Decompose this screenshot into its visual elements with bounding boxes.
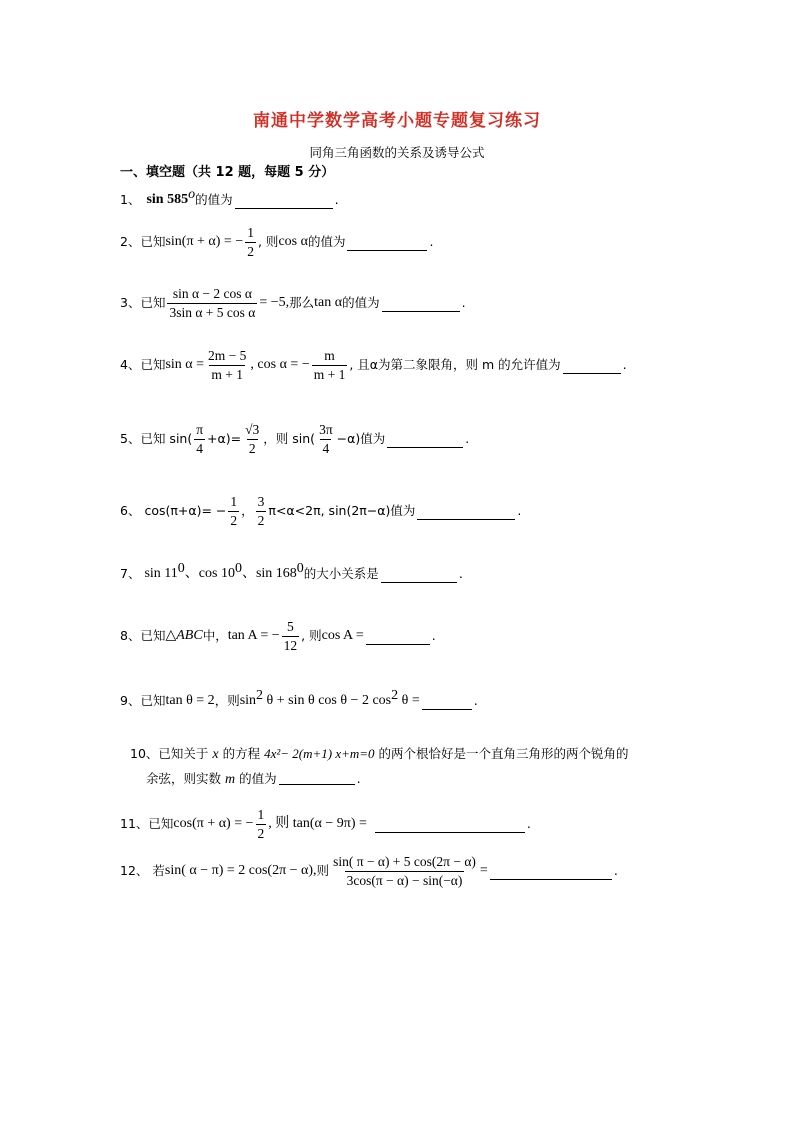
fraction [206, 349, 248, 381]
degree-mark: 0 [177, 561, 185, 576]
answer-blank[interactable] [366, 632, 430, 645]
math-expression: , cos α = − [250, 357, 310, 372]
question-number: 4、 [120, 356, 141, 372]
fraction [331, 855, 478, 887]
end-mark: . [517, 502, 522, 518]
fraction [167, 287, 257, 319]
math-expression: △ABC [165, 628, 203, 643]
numerator: 1 [247, 225, 254, 240]
answer-blank[interactable] [422, 697, 472, 710]
numerator: 5 [287, 619, 294, 634]
math-expression: π<α<2π, sin(2π−α)值为 [268, 502, 416, 518]
answer-blank[interactable] [490, 867, 612, 880]
denominator: 2 [248, 440, 256, 456]
numerator: 2m − 5 [208, 348, 247, 363]
denominator: 2 [230, 512, 238, 528]
question-12 [120, 855, 618, 887]
math-expression: , 则 tan(α − 9π) = [268, 816, 367, 831]
question-number: 12、 [120, 862, 149, 878]
math-expression: sin(π + α) = − [165, 234, 244, 249]
question-number: 2、 [120, 233, 141, 249]
question-prefix: 已知 [140, 233, 166, 249]
answer-blank[interactable] [279, 772, 355, 785]
question-number: 5、 [120, 430, 141, 446]
answer-blank[interactable] [375, 820, 525, 833]
denominator: m + 1 [313, 366, 346, 382]
page-title: 南通中学数学高考小题专题复习练习 [253, 111, 541, 131]
math-expression: 、sin 168 [241, 566, 297, 581]
question-prefix: 已知 [140, 294, 166, 310]
math-expression: sin α = [165, 357, 205, 372]
fraction [256, 808, 267, 840]
exponent: 2 [256, 688, 264, 703]
question-number: 11、 [120, 815, 149, 831]
variable: m [224, 772, 236, 787]
question-number: 9、 [120, 692, 141, 708]
math-expression: cos(π + α) = − [173, 816, 254, 831]
degree-mark: 0 [296, 561, 304, 576]
question-1 [120, 187, 339, 207]
denominator: 3sin α + 5 cos α [169, 304, 256, 320]
math-expression: sin 585 [146, 192, 189, 207]
numerator: 1 [257, 807, 265, 822]
fraction [194, 423, 205, 455]
degree-mark: o [188, 187, 196, 202]
page-subtitle: 同角三角函数的关系及诱导公式 [309, 145, 485, 160]
answer-blank[interactable] [347, 238, 427, 251]
question-text: 的大小关系是 [303, 565, 379, 581]
fraction [243, 423, 261, 455]
question-text: 则 [316, 862, 330, 878]
question-number: 7、 [120, 565, 141, 581]
question-line [130, 742, 690, 767]
question-text: 余弦，则实数 [146, 771, 225, 786]
question-prefix: 已知 [140, 627, 166, 643]
question-text: 的值为 [195, 191, 233, 207]
section-heading: 一、填空题（共 12 题，每题 5 分） [120, 165, 335, 180]
fraction [282, 620, 300, 652]
math-expression: sin [239, 693, 257, 708]
denominator: 2 [247, 243, 254, 259]
end-mark: . [356, 771, 361, 786]
math-expression: = −5, [259, 295, 290, 310]
question-prefix: 已知 sin( [140, 430, 193, 446]
question-5 [120, 423, 469, 455]
fraction [317, 423, 335, 455]
math-expression: 4x²− 2(m+1) x+m=0 [264, 746, 375, 761]
end-mark: . [429, 233, 434, 249]
question-text: ，则 [214, 692, 240, 708]
question-text: 的方程 [218, 746, 265, 761]
question-line [130, 767, 690, 792]
math-expression: tan A = − [227, 628, 280, 643]
end-mark: . [465, 430, 470, 446]
question-6 [120, 495, 521, 527]
question-text: 的两个根恰好是一个直角三角形的两个锐角的 [374, 746, 629, 761]
end-mark: . [431, 627, 436, 643]
question-text: 的值为 [307, 233, 346, 249]
answer-blank[interactable] [235, 196, 333, 209]
denominator: 4 [322, 440, 330, 456]
fraction [245, 226, 256, 258]
math-expression: θ = [398, 693, 420, 708]
question-text: ，则 sin( [263, 430, 316, 446]
fraction [228, 495, 239, 527]
question-text: , 则 [301, 627, 322, 643]
numerator: sin α − 2 cos α [172, 286, 252, 301]
end-mark: . [526, 815, 531, 831]
math-expression: sin 11 [144, 566, 178, 581]
math-expression: cos A = [321, 628, 364, 643]
question-prefix: 已知 [140, 356, 166, 372]
numerator: π [196, 422, 204, 437]
numerator: 3 [257, 494, 265, 509]
degree-mark: 0 [234, 561, 242, 576]
answer-blank[interactable] [417, 507, 515, 520]
end-mark: . [461, 294, 466, 310]
denominator: 2 [257, 825, 265, 841]
question-text: 那么 [289, 294, 315, 310]
end-mark: . [613, 862, 618, 878]
answer-blank[interactable] [381, 570, 457, 583]
answer-blank[interactable] [563, 361, 621, 374]
math-expression: tan θ = 2 [165, 693, 215, 708]
question-text: , 且α为第二象限角，则 m 的允许值为 [349, 356, 561, 372]
numerator: sin( π − α) + 5 cos(2π − α) [333, 854, 476, 869]
question-4 [120, 349, 627, 381]
denominator: 2 [257, 512, 265, 528]
question-8 [120, 620, 436, 652]
numerator: m [324, 348, 335, 363]
denominator: m + 1 [211, 366, 244, 382]
denominator: 4 [196, 440, 203, 456]
math-expression: tan α [314, 295, 343, 310]
denominator: 12 [283, 637, 298, 653]
question-10 [130, 742, 690, 792]
math-expression: cos(π+α)= − [144, 502, 227, 518]
question-number: 1、 [120, 191, 141, 207]
question-text: ， [241, 502, 254, 518]
end-mark: . [334, 191, 339, 207]
question-prefix: 已知 [148, 815, 174, 831]
question-number: 8、 [120, 627, 141, 643]
fraction [312, 349, 348, 381]
question-text: , 则 [257, 233, 279, 249]
numerator: 3π [319, 422, 333, 437]
question-text: 10、已知关于 [130, 746, 213, 761]
question-prefix: 已知 [140, 692, 166, 708]
answer-blank[interactable] [382, 299, 460, 312]
question-2 [120, 226, 433, 258]
question-number: 3、 [120, 294, 141, 310]
question-text: −α)值为 [336, 430, 386, 446]
denominator: 3cos(π − α) − sin(−α) [346, 872, 463, 888]
question-text: +α)= [207, 430, 242, 446]
question-7 [120, 561, 463, 581]
exponent: 2 [391, 688, 399, 703]
numerator: √3 [245, 422, 260, 437]
end-mark: . [622, 356, 627, 372]
end-mark: . [458, 565, 463, 581]
question-9 [120, 688, 478, 708]
question-text: 的值为 [342, 294, 380, 310]
math-expression: θ + sin θ cos θ − 2 cos [263, 693, 392, 708]
end-mark: . [473, 692, 478, 708]
math-expression: 、cos 10 [184, 566, 235, 581]
math-expression: sin( α − π) = 2 cos(2π − α), [164, 863, 317, 878]
question-11 [120, 808, 531, 840]
numerator: 1 [230, 494, 238, 509]
math-expression: = [479, 863, 488, 878]
question-text: 中， [202, 627, 228, 643]
answer-blank[interactable] [387, 435, 463, 448]
variable: x [212, 747, 219, 762]
question-text: 的值为 [235, 771, 277, 786]
fraction [256, 495, 267, 527]
question-number: 6、 [120, 502, 141, 518]
math-expression: cos α [278, 234, 308, 249]
question-3 [120, 287, 466, 319]
question-prefix: 若 [148, 862, 165, 878]
